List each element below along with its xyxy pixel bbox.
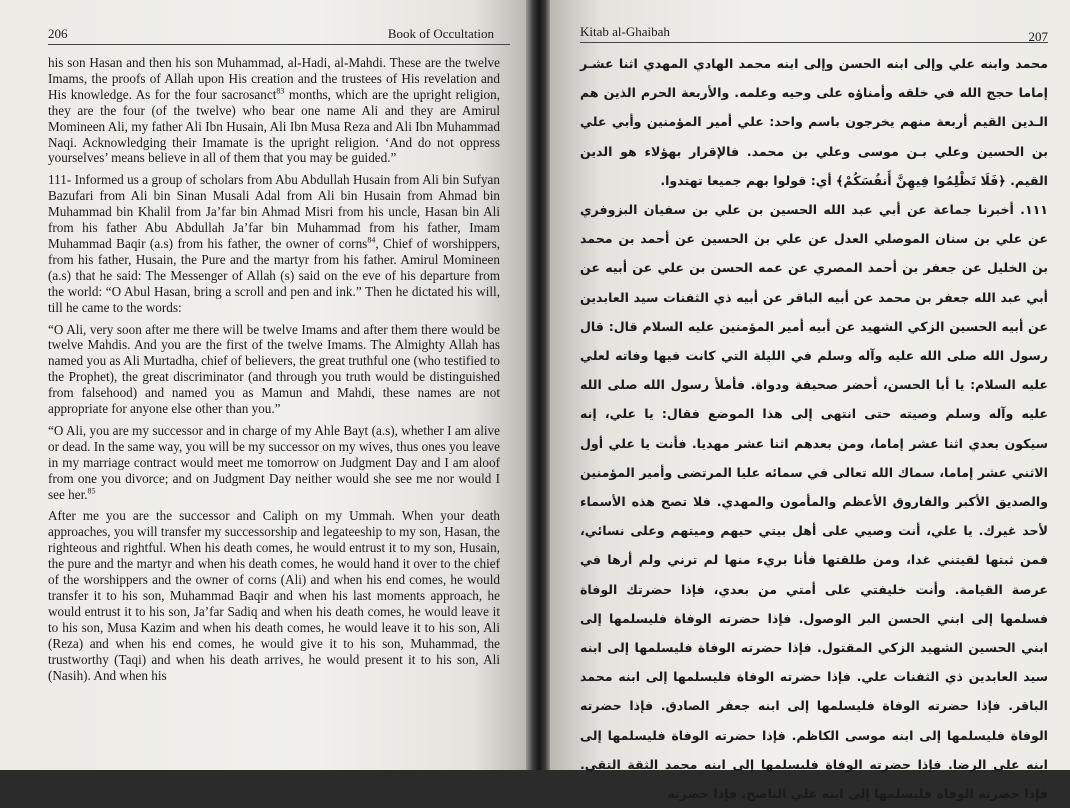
arabic-text-body (580, 49, 1048, 808)
right-page-header (580, 24, 1048, 43)
left-page (0, 0, 526, 770)
paragraph: “O Ali, you are my successor and in charge of my Ahle Bayt (a.s), whether I am alive or dead. In the same way, you will be my successor on my wives, thus ones you leave in my marriage contract would meet me tomorrow on Judgment Day and I am aloof from one you divorce; and on Judgment Day neither would she see me nor would I see her.$^{85}$ (48, 422, 500, 502)
left-running-head: Book of Occultation (387, 26, 494, 41)
footnote-marker: 83 (276, 86, 285, 96)
footnote-marker: 85 (87, 486, 96, 496)
book-gutter (526, 0, 550, 770)
paragraph: محمد وابنه علي وإلى ابنه الحسن وإلى ابنه محمد الهادي المهدي اثنا عشـر إماما حجج الله في خلقه وأمناؤه على وحيه وعلمه. والأربعة الحرم الذين هم الـدين القيم أربعة منهم يخرجون باسم واحد: علي أمير المؤمنين وأبي علي بن الحسين وعلي بـن موسى وعلي بن محمد. فالإقرار بهؤلاء هو الدين القيم. ﴿فَلَا تَظْلِمُوا فِيهِنَّ أَنفُسَكُمْ﴾ أي: قولوا بهم جميعا تهتدوا. (580, 56, 1048, 188)
paragraph: “O Ali, very soon after me there will be twelve Imams and after them there would be twelve Mahdis. And you are the first of the twelve Imams. The Almighty Allah has named you as Ali Murtadha, chief of believers, the great truthful one (who testified to the Prophet), the great discriminator (and through you truth would be distinguished from falsehood) and named you as Mamun and Mahdi, these names are not appropriate for anyone else other than you.” (48, 321, 500, 417)
right-page (550, 0, 1070, 802)
right-running-head: Kitab al-Ghaibah (580, 24, 670, 39)
paragraph: his son Hasan and then his son Muhammad, al-Hadi, al-Mahdi. These are the twelve Imams, the proofs of Allah upon His creation and the trustees of His revelation and His knowledge. As for the four sacrosanct$^{83}$ months, which are the upright religion, they are the four (of the twelve) who bear one name Ali and they are Amirul Momineen Ali, my father Ali Ibn Husain, Ali Ibn Musa Reza and Ali Ibn Muhammad Naqi. Acknowledging their Imamate is the upright religion. ‘And do not oppress yourselves’ means believe in all of them that you may be guided.” (48, 55, 500, 166)
english-text-body (48, 55, 512, 683)
paragraph: 111- Informed us a group of scholars from Abu Abdullah Husain from Ali bin Sufyan Bazufari from Ali bin Sinan Musali Adal from Ali bin Husain from Ahmad bin Muhammad bin Khalil from Ja’far bin Ahmad Misri from his uncle, Hasan bin Ali from his father Abu Abdullah Ja’far bin Muhammad from his father, Imam Muhammad Baqir (a.s) from his father, the owner of corns$^{84}$, Chief of worshippers, from his father, Husain, the Pure and the martyr from his father. Amirul Momineen (a.s) that he said: The Messenger of Allah (s) said on the eve of his departure from the world: “O Abul Hasan, bring a scroll and pen and ink.” Then he dictated his will, till he came to the words: (48, 172, 501, 315)
paragraph: ١١١. أخبرنا جماعة عن أبي عبد الله الحسين بن علي بن سفيان البزوفري عن علي بن سنان الموصلي العدل عن علي بن الحسين عن أحمد بن محمد بن الخليل عن جعفر بن أحمد المصري عن عمه الحسن بن علي عن أبيه عن أبي عبد الله جعفر بن محمد عن أبيه الباقر عن أبيه ذي الثفنات سيد العابدين عن أبيه الحسين الزكي الشهيد عن أبيه أمير المؤمنين عليه السلام قال: قال رسول الله صلى الله عليه وآله وسلم في الليلة التي كانت فيها وفاته لعلي عليه السلام: يا أبا الحسن، أحضر صحيفة ودواة. فأملأ رسول الله صلى الله عليه وآله وسلم وصيته حتى انتهى إلى هذا الموضع فقال: يا علي، إنه سيكون بعدي اثنا عشر إماما، ومن بعدهم اثنا عشر مهديا. فأنت يا علي أول الاثني عشر إماما، سماك الله تعالى في سمائه عليا المرتضى وأمير المؤمنين والصديق الأكبر والفاروق الأعظم والمأمون والمهدي. فلا تصح هذه الأسماء لأحد غيرك. يا علي، أنت وصيي على أهل بيتي حيهم وميتهم وعلى نسائي، فمن ثبتها لقيتني غدا، ومن طلقتها فأنا بريء منها لم ترني ولم أرها في عرصة القيامة. وأنت خليفتي على أمتي من بعدي، فإذا حضرتك الوفاة فسلمها إلى ابني الحسن البر الوصول. فإذا حضرته الوفاة فليسلمها إلى ابني الحسين الشهيد الزكي المقتول. فإذا حضرته الوفاة فليسلمها إلى ابنه سيد العابدين ذي الثفنات علي. فإذا حضرته الوفاة فليسلمها إلى ابنه محمد الباقر. فإذا حضرته الوفاة فليسلمها إلى ابنه جعفر الصادق. فإذا حضرته الوفاة فليسلمها إلى ابنه موسى الكاظم. فإذا حضرته الوفاة فليسلمها إلى ابنه علي الرضا. فإذا حضرته الوفاة فليسلمها إلى ابنه محمد الثقة التقي. فإذا حضرته الوفاة فليسلمها إلى ابنه علي الناصح. فإذا حضرته (580, 202, 1048, 802)
left-page-header (48, 26, 510, 45)
paragraph: After me you are the successor and Caliph on my Ummah. When your death approaches, you will transfer my successorship and legateeship to my son, Hasan, the righteous and rightful. When his death comes, he would entrust it to my son, Husain, the pure and the martyr and when his death comes, he would hand it over to the chief of the worshippers and the owner of corns (Ali) and when his end comes, he would transfer it to his son, Muhammad Baqir and when his last moments approach, he would entrust it to his son, Ja’far Sadiq and when his death comes, he would leave it to his son, Musa Kazim and when his death comes, he would leave it to his son, Ali (Reza) and when his end comes, he would give it to his son, Muhammad, the trustworthy (Taqi) and when his death arrives, he would present it to his son, Ali (Nasih). And when his (48, 508, 500, 683)
left-page-number: 206 (48, 26, 68, 41)
right-page-number: 207 (1028, 29, 1048, 44)
footnote-marker: 84 (367, 235, 376, 245)
